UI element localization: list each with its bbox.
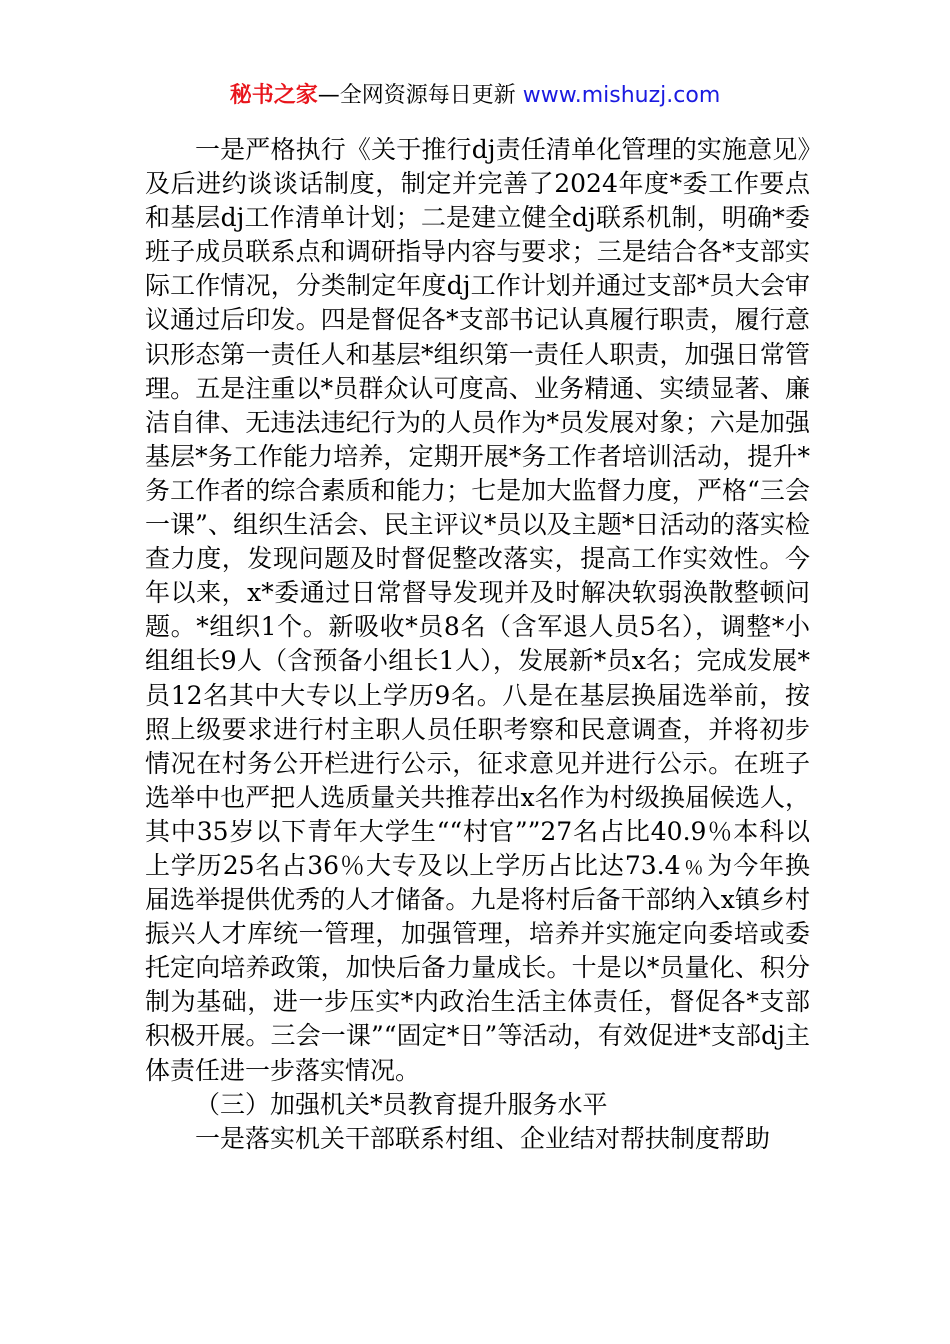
header-url[interactable]: www.mishuzj.com <box>522 83 721 108</box>
header-tagline: —全网资源每日更新 <box>317 83 523 108</box>
section-heading: （三）加强机关*员教育提升服务水平 <box>195 1089 608 1119</box>
paragraph-main: 一是严格执行《关于推行dj责任清单化管理的实施意见》及后进约谈谈话制度，制定并完善了2024年度*委工作要点和基层dj工作清单计划；二是建立健全dj联系机制，明确*委班子成员联系点和调研指导内容与要求；三是结合各*支部实际工作情况，分类制定年度dj工作计划并通过支部*员大会审议通过后印发。四是督促各*支部书记认真履行职责，履行意识形态第一责任人和基层*组织第一责任人职责，加强日常管理。五是注重以*员群众认可度高、业务精通、实绩显著、廉洁自律、无违法违纪行为的人员作为*员发展对象；六是加强基层*务工作能力培养，定期开展*务工作者培训活动，提升*务工作者的综合素质和能力；七是加大监督力度，严格“三会一课”、组织生活会、民主评议*员以及主题*日活动的落实检查力度，发现问题及时督促整改落实，提高工作实效性。今年以来，x*委通过日常督导发现并及时解决软弱涣散整顿问题。*组织1个。新吸收*员8名（含军退人员5名），调整*小组组长9人（含预备小组长1人），发展新*员x名；完成发展*员12名其中大专以上学历9名。八是在基层换届选举前，按照上级要求进行村主职人员任职考察和民意调查，并将初步情况在村务公开栏进行公示，征求意见并进行公示。在班子选举中也严把人选质量关共推荐出x名作为村级换届候选人，其中35岁以下青年大学生““村官””27名占比40.9％本科以上学历25名占36％大专及以上学历占比达73.4﹪为今年换届选举提供优秀的人才储备。九是将村后备干部纳入x镇乡村振兴人才库统一管理，加强管理，培养并实施定向委培或委托定向培养政策，加快后备力量成长。十是以*员量化、积分制为基础，进一步压实*内政治生活主体责任，督促各*支部积极开展。三会一课”“固定*日”等活动，有效促进*支部dj主体责任进一步落实情况。 <box>145 135 810 1085</box>
paragraph-next: 一是落实机关干部联系村组、企业结对帮扶制度帮助 <box>195 1123 771 1153</box>
page-header <box>0 80 950 112</box>
brand-name: 秘书之家 <box>229 83 318 108</box>
document-body <box>145 133 810 1156</box>
